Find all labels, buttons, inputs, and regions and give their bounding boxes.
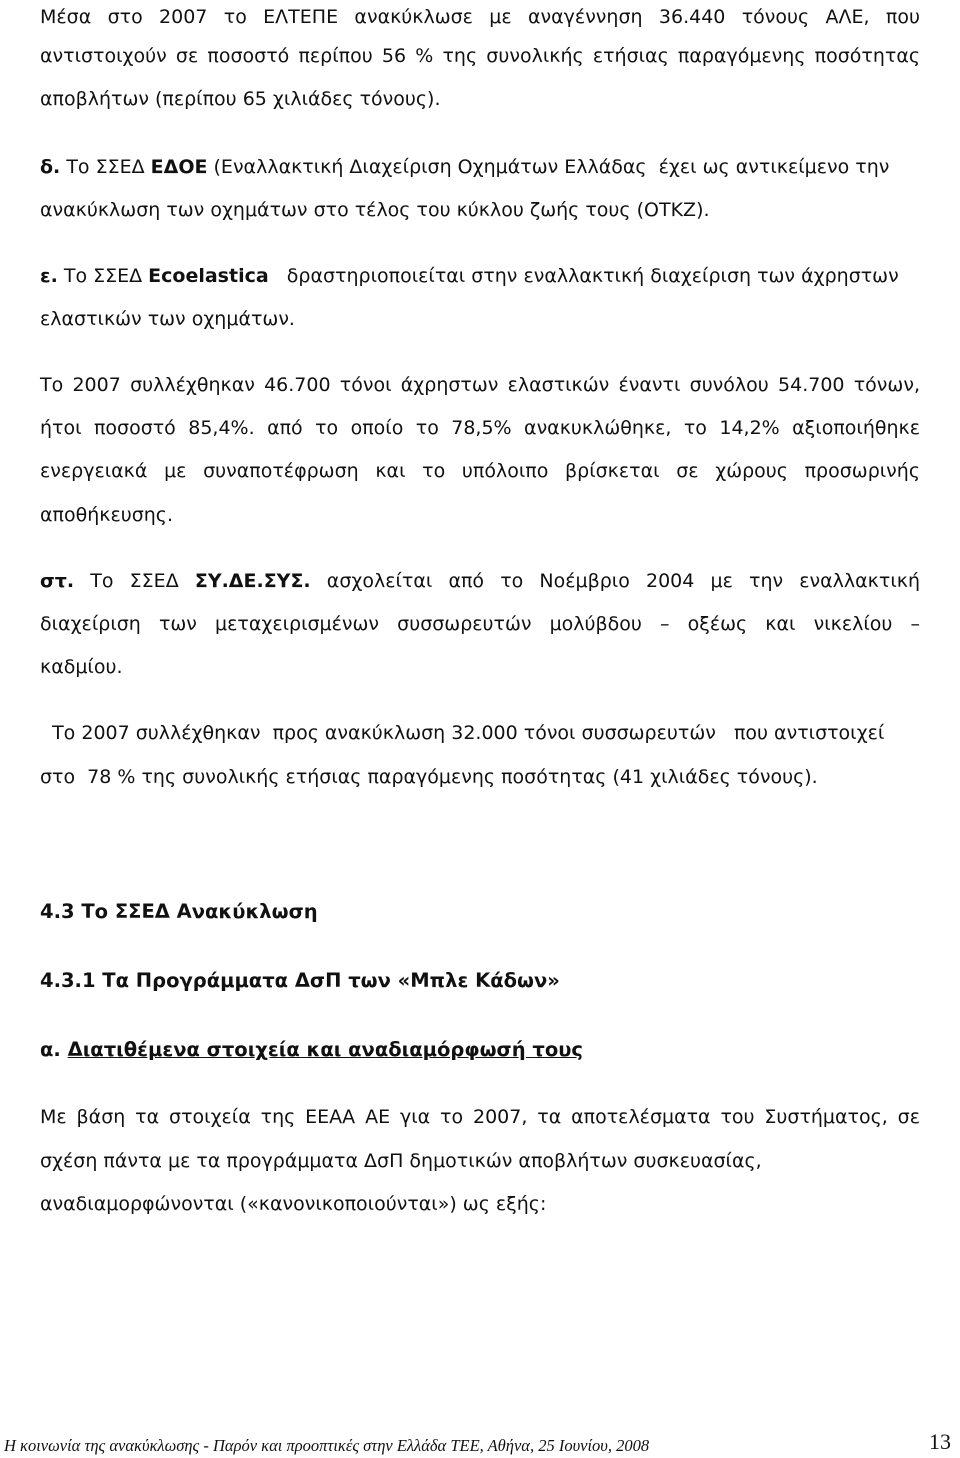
paragraph-line: σχέση πάντα με τα προγράμματα ΔσΠ δημοτικών αποβλήτων συσκευασίας, — [40, 1150, 762, 1172]
text-span: (Εναλλακτική Διαχείριση Οχημάτων Ελλάδας έχει ως αντικείμενο την — [207, 156, 890, 178]
paragraph-line: ενεργειακά με συναποτέφρωση και το υπόλοιπο βρίσκεται σε χώρους προσωρινής — [40, 460, 920, 482]
section-heading: 4.3 Το ΣΣΕΔ Ανακύκλωση — [40, 900, 318, 923]
organization-name: ΕΔΟΕ — [150, 156, 208, 178]
paragraph-line: αναδιαμορφώνονται («κανονικοποιούνται») ως εξής: — [40, 1193, 547, 1215]
paragraph-line — [40, 154, 920, 180]
subsubsection-heading — [40, 1037, 920, 1063]
paragraph-line: Μέσα στο 2007 το ΕΛΤΕΠΕ ανακύκλωσε με αναγέννηση 36.440 τόνους ΑΛΕ, που — [40, 6, 920, 28]
paragraph-line: αποβλήτων (περίπου 65 χιλιάδες τόνους). — [40, 88, 441, 110]
subsection-heading: 4.3.1 Τα Προγράμματα ΔσΠ των «Μπλε Κάδων» — [40, 969, 560, 992]
paragraph-line: ελαστικών των οχημάτων. — [40, 308, 295, 330]
text-span: Το ΣΣΕΔ — [57, 265, 149, 287]
paragraph-line: ανακύκλωση των οχημάτων στο τέλος του κύκλου ζωής τους (ΟΤΚΖ). — [40, 199, 710, 221]
text-span: δραστηριοποιείται στην εναλλακτική διαχείριση των άχρηστων — [268, 265, 899, 287]
text-span: ασχολείται από το Νοέμβριο 2004 με την εναλλακτική — [310, 570, 920, 592]
text-span: Το ΣΣΕΔ — [60, 156, 151, 178]
heading-label: α. — [40, 1038, 61, 1061]
paragraph-line — [40, 263, 920, 289]
paragraph-line — [40, 568, 920, 594]
organization-name: Ecoelastica — [148, 265, 269, 287]
paragraph-line: στο 78 % της συνολικής ετήσιας παραγόμενης ποσότητας (41 χιλιάδες τόνους). — [40, 766, 818, 788]
organization-name: ΣΥ.ΔΕ.ΣΥΣ. — [194, 570, 311, 592]
heading-title: Διατιθέμενα στοιχεία και αναδιαμόρφωσή τους — [67, 1038, 583, 1061]
item-label: δ. — [40, 156, 61, 178]
paragraph-line: Το 2007 συλλέχθηκαν προς ανακύκλωση 32.000 τόνοι συσσωρευτών που αντιστοιχεί — [40, 722, 885, 744]
paragraph-line: διαχείριση των μεταχειρισμένων συσσωρευτών μολύβδου – οξέως και νικελίου – — [40, 613, 920, 635]
text-span: Το ΣΣΕΔ — [74, 570, 195, 592]
item-label: ε. — [40, 265, 58, 287]
paragraph-line: Το 2007 συλλέχθηκαν 46.700 τόνοι άχρηστων ελαστικών έναντι συνόλου 54.700 τόνων, — [40, 374, 920, 396]
paragraph-line: αποθήκευσης. — [40, 504, 173, 526]
paragraph-line: αντιστοιχούν σε ποσοστό περίπου 56 % της συνολικής ετήσιας παραγόμενης ποσότητας — [40, 45, 920, 67]
paragraph-line: καδμίου. — [40, 656, 123, 678]
paragraph-line: Με βάση τα στοιχεία της ΕΕΑΑ ΑΕ για το 2007, τα αποτελέσματα του Συστήματος, σε — [40, 1106, 920, 1128]
page-number: 13 — [929, 1429, 951, 1454]
page-footer: Η κοινωνία της ανακύκλωσης - Παρόν και προοπτικές στην Ελλάδα ΤΕΕ, Αθήνα, 25 Ιουνίου, 2008 — [4, 1436, 650, 1455]
paragraph-line: ήτοι ποσοστό 85,4%. από το οποίο το 78,5% ανακυκλώθηκε, το 14,2% αξιοποιήθηκε — [40, 417, 920, 439]
item-label: στ. — [40, 570, 75, 592]
